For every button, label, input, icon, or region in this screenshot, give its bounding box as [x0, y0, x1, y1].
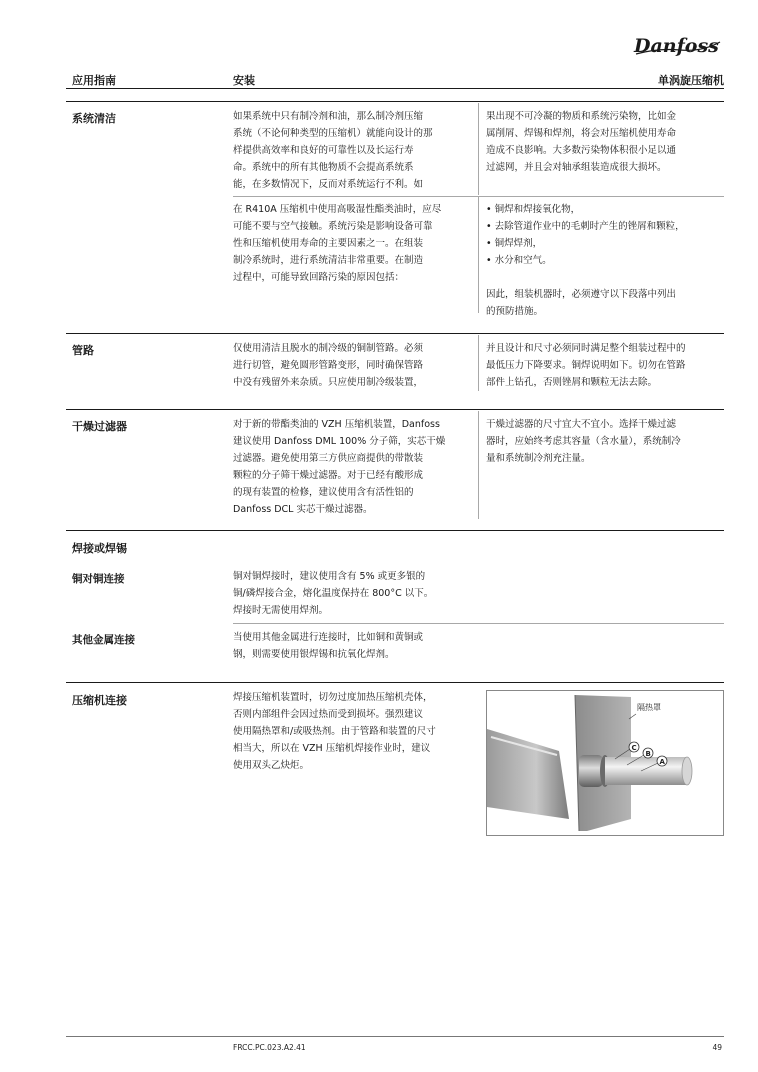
compressor-connection-text: 焊接压缩机装置时，切勿过度加热压缩机壳体， 否则内部组件会因过热而受到损坏。强烈建议 使用隔热罩和/或吸热剂。由于管路和装置的尺寸 相当大，所以在 VZH 压缩机焊接作业时，建议 使用双头乙炔炬。	[233, 692, 436, 771]
section-rule	[66, 333, 724, 334]
subsection-title-other-metals: 其他金属连接	[72, 634, 135, 646]
cleanliness-para-2-right: • 铜焊和焊接氧化物， • 去除管道作业中的毛刺时产生的锉屑和颗粒， • 铜焊焊剂， • 水分和空气。 因此，组装机器时，必须遵守以下段落中列出 的预防措施。	[486, 204, 685, 317]
copper-joint-text: 铜对铜焊接时，建议使用含有 5% 或更多银的 铜/磷焊接合金，熔化温度保持在 800°C 以下。 焊接时无需使用焊剂。	[233, 571, 434, 616]
section-rule	[66, 101, 724, 102]
label-a: A	[659, 758, 665, 766]
danfoss-logo	[628, 28, 726, 64]
header-product: 单涡旋压缩机	[658, 74, 724, 87]
section-rule	[66, 530, 724, 531]
section-title-compressor: 压缩机连接	[72, 694, 127, 707]
tubing-text-left: 仅使用清洁且脱水的制冷级的铜制管路。必须 进行切管，避免圆形管路变形，同时确保管路 中没有残留外来杂质。只应使用制冷级装置，	[233, 343, 424, 388]
cleanliness-para-2-left: 在 R410A 压缩机中使用高吸湿性酯类油时，应尽 可能不要与空气接触。系统污染是影响设备可靠 性和压缩机使用寿命的主要因素之一。在组装 制冷系统时，进行系统清洁非常重要。在制造 过程中，可能导致回路污染的原因包括：	[233, 204, 442, 283]
shield-label: 隔热罩	[637, 703, 661, 712]
heat-shield-figure	[486, 690, 724, 836]
page-number: 49	[712, 1043, 722, 1052]
column-divider	[478, 411, 479, 519]
footer-rule	[66, 1036, 724, 1037]
header-rule	[66, 88, 724, 89]
other-metals-text: 当使用其他金属进行连接时，比如铜和黄铜或 钢，则需要使用银焊锡和抗氧化焊剂。	[233, 632, 424, 660]
compressor-shell	[487, 729, 569, 819]
section-title-brazing: 焊接或焊锡	[72, 542, 127, 555]
column-divider	[478, 103, 479, 195]
tubing-text-right: 并且设计和尺寸必须同时满足整个组装过程中的 最低压力下降要求。铜焊说明如下。切勿在管路 部件上钻孔，否则锉屑和颗粒无法去除。	[486, 343, 686, 388]
copper-pipe	[605, 757, 687, 785]
label-c: C	[631, 744, 637, 752]
document-code: FRCC.PC.023.A2.41	[233, 1043, 306, 1052]
svg-text:Danfoss: Danfoss	[634, 35, 719, 57]
section-rule	[66, 409, 724, 410]
section-title-tubing: 管路	[72, 344, 94, 357]
heat-shield-illustration	[487, 691, 723, 835]
cleanliness-para-1-left: 如果系统中只有制冷剂和油，那么制冷剂压缩 系统（不论何种类型的压缩机）就能向设计的那 样提供高效率和良好的可靠性以及长运行寿 命。系统中的所有其他物质不会提高系统系 能，在多数情况下，反而对系统运行不利。如	[233, 111, 433, 190]
cleanliness-para-1-right: 果出现不可冷凝的物质和系统污染物，比如金 属削屑、焊锡和焊剂，将会对压缩机使用寿命 造成不良影响。大多数污染物体积很小足以通 过滤网，并且会对轴承组装造成很大损坏。	[486, 111, 677, 173]
column-divider	[478, 197, 479, 313]
header-section: 安装	[233, 74, 255, 87]
filter-text-right: 干燥过滤器的尺寸宜大不宜小。选择干燥过滤 器时，应始终考虑其容量（含水量），系统制冷 量和系统制冷剂充注量。	[486, 419, 681, 464]
section-title-filter: 干燥过滤器	[72, 420, 127, 433]
filter-text-left: 对于新的带酯类油的 VZH 压缩机装置，Danfoss 建议使用 Danfoss DML 100% 分子筛，实芯干燥 过滤器。避免使用第三方供应商提供的带散装 颗粒的分子筛干燥过滤器。对于已经有酸形成 的现有装置的检修，建议使用含有活性铝的 Danfoss DCL 实芯干燥过滤器。	[233, 419, 446, 515]
subsection-title-copper: 铜对铜连接	[72, 573, 125, 585]
label-b: B	[645, 750, 651, 758]
compressor-fitting	[579, 755, 603, 787]
row-divider	[233, 623, 724, 624]
header-doc-type: 应用指南	[72, 74, 116, 87]
section-title-cleanliness: 系统清洁	[72, 112, 116, 125]
section-rule	[66, 682, 724, 683]
column-divider	[478, 335, 479, 391]
